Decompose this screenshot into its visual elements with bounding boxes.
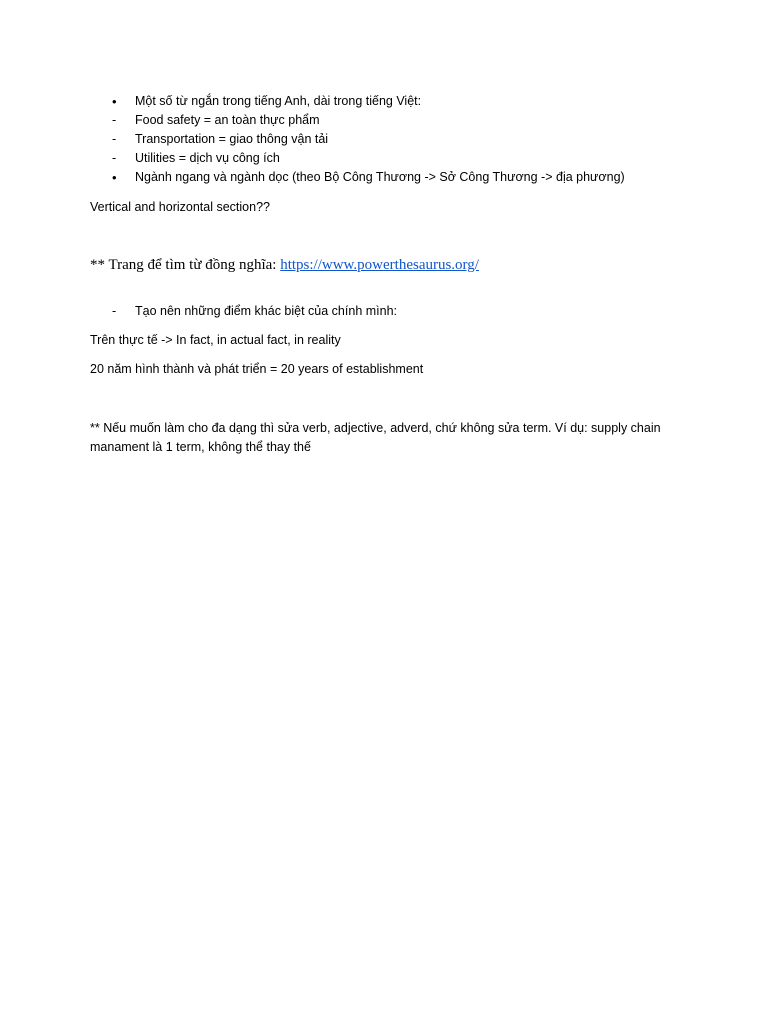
list-item-text: Transportation = giao thông vận tải (135, 132, 329, 146)
dash-marker: - (112, 132, 117, 146)
variety-note-line-1: ** Nếu muốn làm cho đa dạng thì sửa verb, adjective, adverd, chứ không sửa term. Ví dụ: supply chain (90, 421, 661, 435)
dash-marker: - (112, 113, 117, 127)
bullet-marker: • (112, 170, 117, 185)
in-fact-line: Trên thực tế -> In fact, in actual fact, in reality (90, 333, 341, 347)
bullet-marker: • (112, 94, 117, 109)
synonym-site-line (90, 254, 479, 276)
list-item-text: Food safety = an toàn thực phẩm (135, 113, 320, 127)
list-item-text: Một số từ ngắn trong tiếng Anh, dài trong tiếng Việt: (135, 94, 422, 108)
synonym-site-label: ** Trang để tìm từ đồng nghĩa: (90, 257, 281, 273)
variety-note-line-2: manament là 1 term, không thể thay thế (90, 440, 311, 454)
list-item-text: Tạo nên những điểm khác biệt của chính mình: (135, 304, 397, 318)
list-item-text: Utilities = dịch vụ công ích (135, 151, 280, 165)
powerthesaurus-link[interactable]: https://www.powerthesaurus.org/ (280, 257, 479, 273)
establishment-line: 20 năm hình thành và phát triển = 20 years of establishment (90, 362, 424, 376)
vertical-horizontal-note: Vertical and horizontal section?? (90, 200, 270, 214)
dash-marker: - (112, 304, 117, 318)
dash-marker: - (112, 151, 117, 165)
list-item-text: Ngành ngang và ngành dọc (theo Bộ Công Thương -> Sở Công Thương -> địa phương) (135, 170, 625, 184)
